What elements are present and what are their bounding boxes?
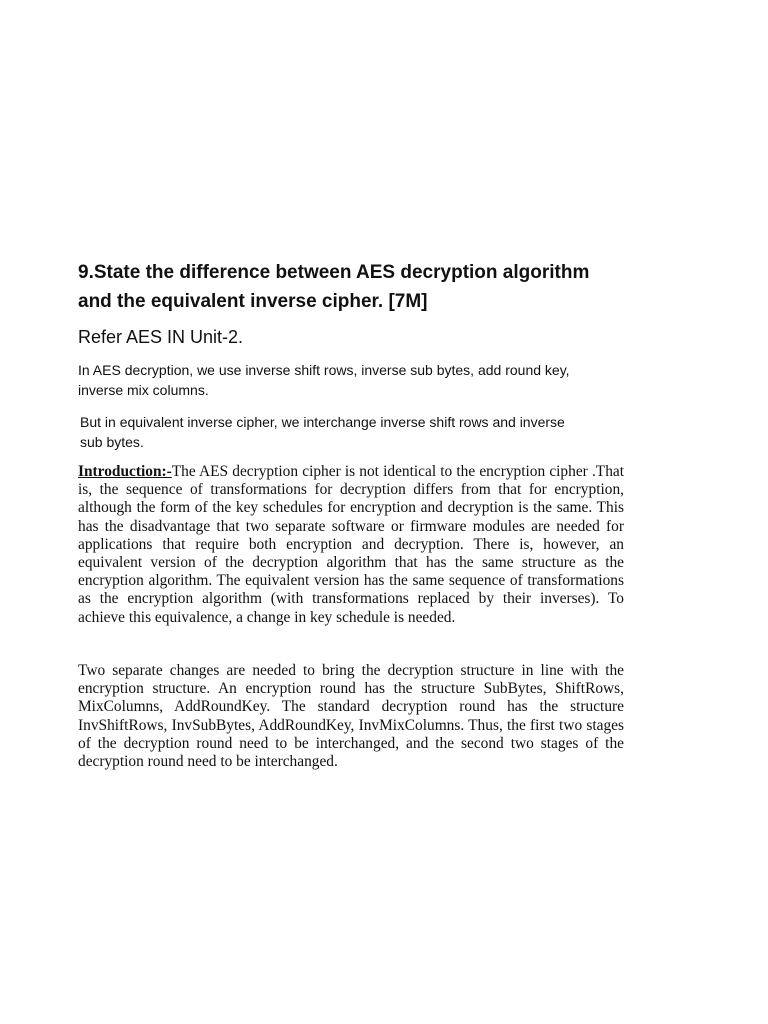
equivalent-line-1: But in equivalent inverse cipher, we interchange inverse shift rows and inverse	[80, 414, 565, 430]
decryption-line-2: inverse mix columns.	[78, 382, 209, 398]
introduction-label: Introduction:-	[78, 463, 172, 480]
equivalent-cipher-paragraph	[80, 412, 640, 452]
refer-note: Refer AES IN Unit-2.	[78, 327, 244, 347]
introduction-paragraph	[78, 463, 624, 627]
question-line-2: and the equivalent inverse cipher. [7M]	[78, 291, 428, 312]
introduction-text: The AES decryption cipher is not identical to the encryption cipher .That is, the sequence of transformations for decryption differs from that for encryption, although the form of the key schedules for encryption and decryption is the same. This has the disadvantage that two separate software or firmware modules are needed for applications that require both encryption and decryption. There is, however, an equivalent version of the decryption algorithm that has the same structure as the encryption algorithm. The equivalent version has the same sequence of transformations as the encryption algorithm (with transformations replaced by their inverses). To achieve this equivalence, a change in key schedule is needed.	[78, 463, 624, 626]
decryption-paragraph	[78, 360, 638, 400]
question-heading	[78, 258, 698, 316]
decryption-line-1: In AES decryption, we use inverse shift rows, inverse sub bytes, add round key,	[78, 362, 570, 378]
question-line-1: 9.State the difference between AES decryption algorithm	[78, 262, 590, 283]
equivalent-line-2: sub bytes.	[80, 434, 144, 450]
changes-paragraph: Two separate changes are needed to bring the decryption structure in line with the encryption structure. An encryption round has the structure SubBytes, ShiftRows, MixColumns, AddRoundKey. The standard decryption round has the structure InvShiftRows, InvSubBytes, AddRoundKey, InvMixColumns. Thus, the first two stages of the decryption round need to be interchanged, and the second two stages of the decryption round need to be interchanged.	[78, 662, 624, 771]
